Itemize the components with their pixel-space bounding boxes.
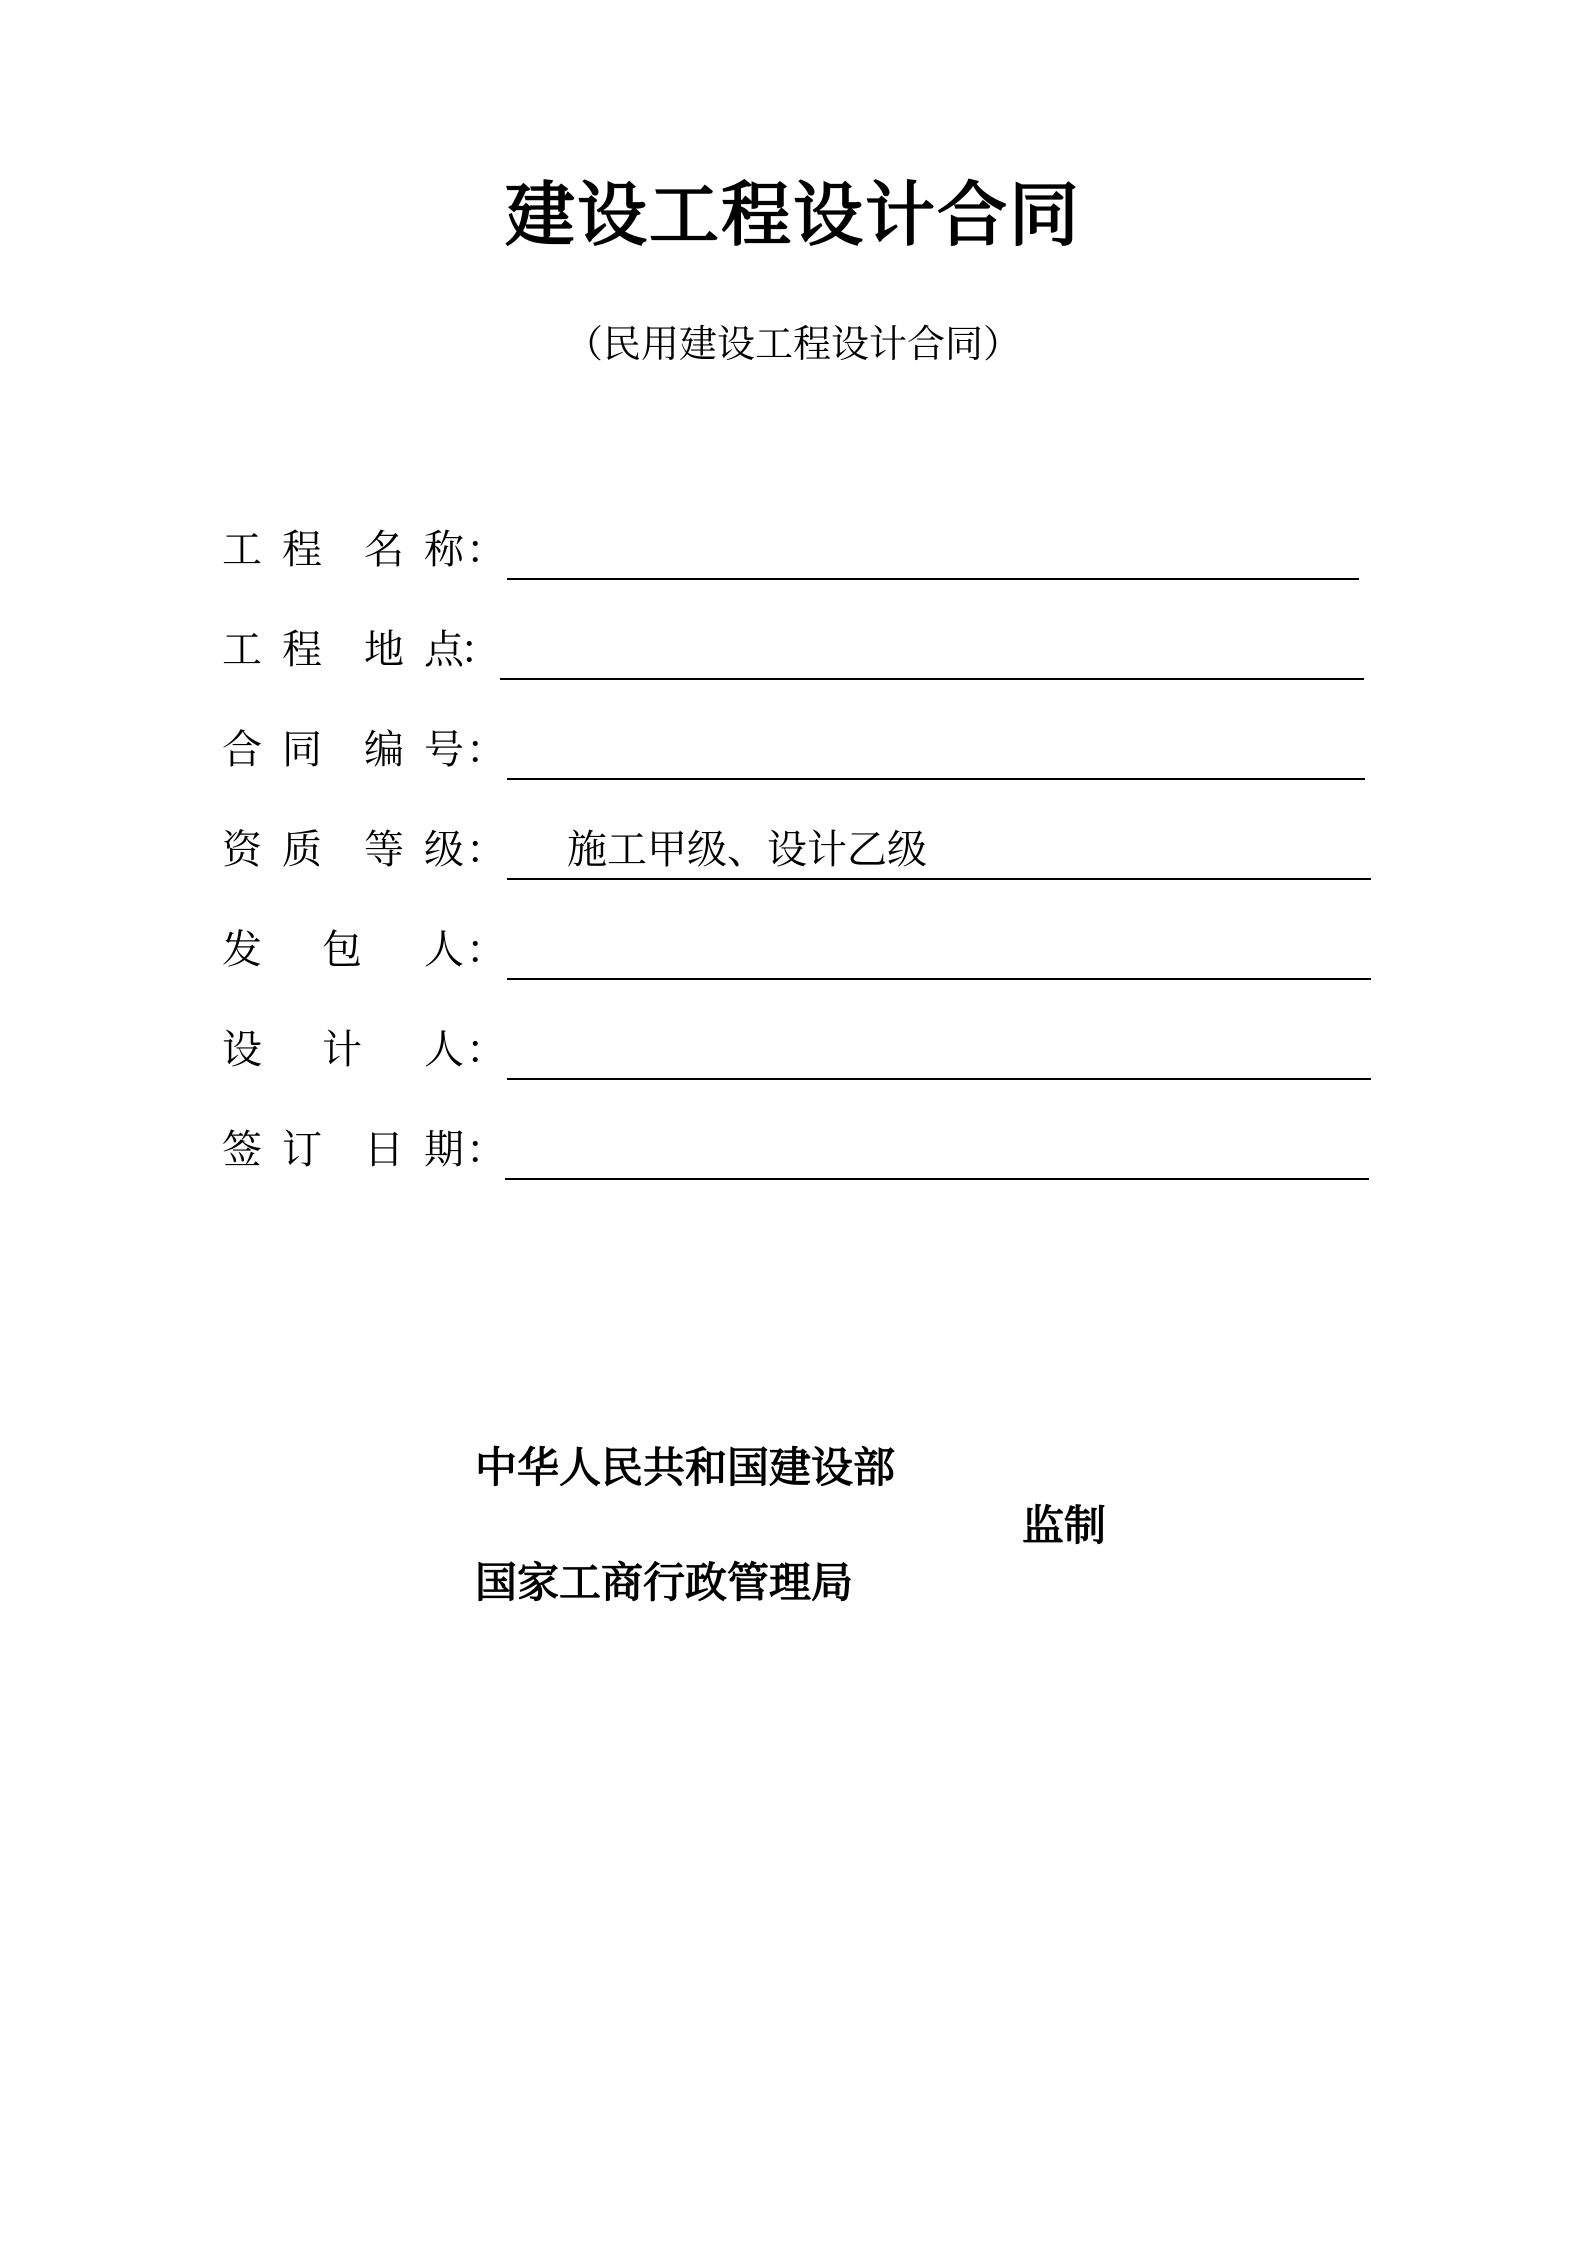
label-char: ： [466,1027,506,1073]
issuer-administration: 国家工商行政管理局 [475,1558,854,1607]
label-char: ： [466,527,506,573]
label-char: 同 [282,727,322,773]
label-char: 程 [282,627,322,673]
field-qualification-grade [222,820,1372,890]
field-employer [222,920,1372,990]
label-char: 工 [222,527,262,573]
label-char: ： [466,927,506,973]
label-char: 设 [222,1027,262,1073]
label-char: 签 [222,1127,262,1173]
label-char: 点 [424,627,464,673]
qualification-grade-blank[interactable] [507,878,1371,880]
label-char: 合 [222,727,262,773]
label-char: 发 [222,927,262,973]
field-label [222,1120,506,1180]
label-char: 期 [424,1127,464,1173]
field-label [222,1020,506,1080]
label-char: ： [466,827,506,873]
project-location-blank[interactable] [500,678,1364,680]
label-char: 日 [364,1127,404,1173]
label-char: 人 [424,927,464,973]
field-label [222,920,506,980]
field-signing-date [222,1120,1372,1190]
field-contract-number [222,720,1372,790]
field-project-location [222,620,1372,690]
field-label [222,720,506,780]
field-designer [222,1020,1372,1090]
field-label [222,820,506,880]
label-char: 等 [364,827,404,873]
document-title: 建设工程设计合同 [505,174,1081,256]
designer-blank[interactable] [507,1078,1371,1080]
label-char: 资 [222,827,262,873]
label-char: 程 [282,527,322,573]
label-char: ： [466,1127,506,1173]
employer-blank[interactable] [507,978,1371,980]
signing-date-blank[interactable] [505,1178,1369,1180]
label-char: ： [466,727,506,773]
label-char: 号 [424,727,464,773]
project-name-blank[interactable] [507,578,1359,580]
label-char: 计 [322,1027,362,1073]
field-label [222,520,506,580]
label-char: 订 [282,1127,322,1173]
field-project-name [222,520,1372,590]
label-char: 工 [222,627,262,673]
issuer-ministry: 中华人民共和国建设部 [475,1443,896,1492]
label-char: 名 [364,527,404,573]
label-char: 人 [424,1027,464,1073]
document-subtitle: （民用建设工程设计合同） [564,322,1021,366]
label-char: 包 [322,927,362,973]
contract-number-blank[interactable] [507,778,1365,780]
label-char: 编 [364,727,404,773]
label-char: 地 [364,627,404,673]
label-char: 级 [424,827,464,873]
label-char: 称 [424,527,464,573]
field-label [222,620,500,680]
label-char: ： [460,627,500,673]
label-char: 质 [282,827,322,873]
qualification-grade-value: 施工甲级、设计乙级 [567,827,927,873]
issuer-action: 监制 [1022,1501,1107,1550]
